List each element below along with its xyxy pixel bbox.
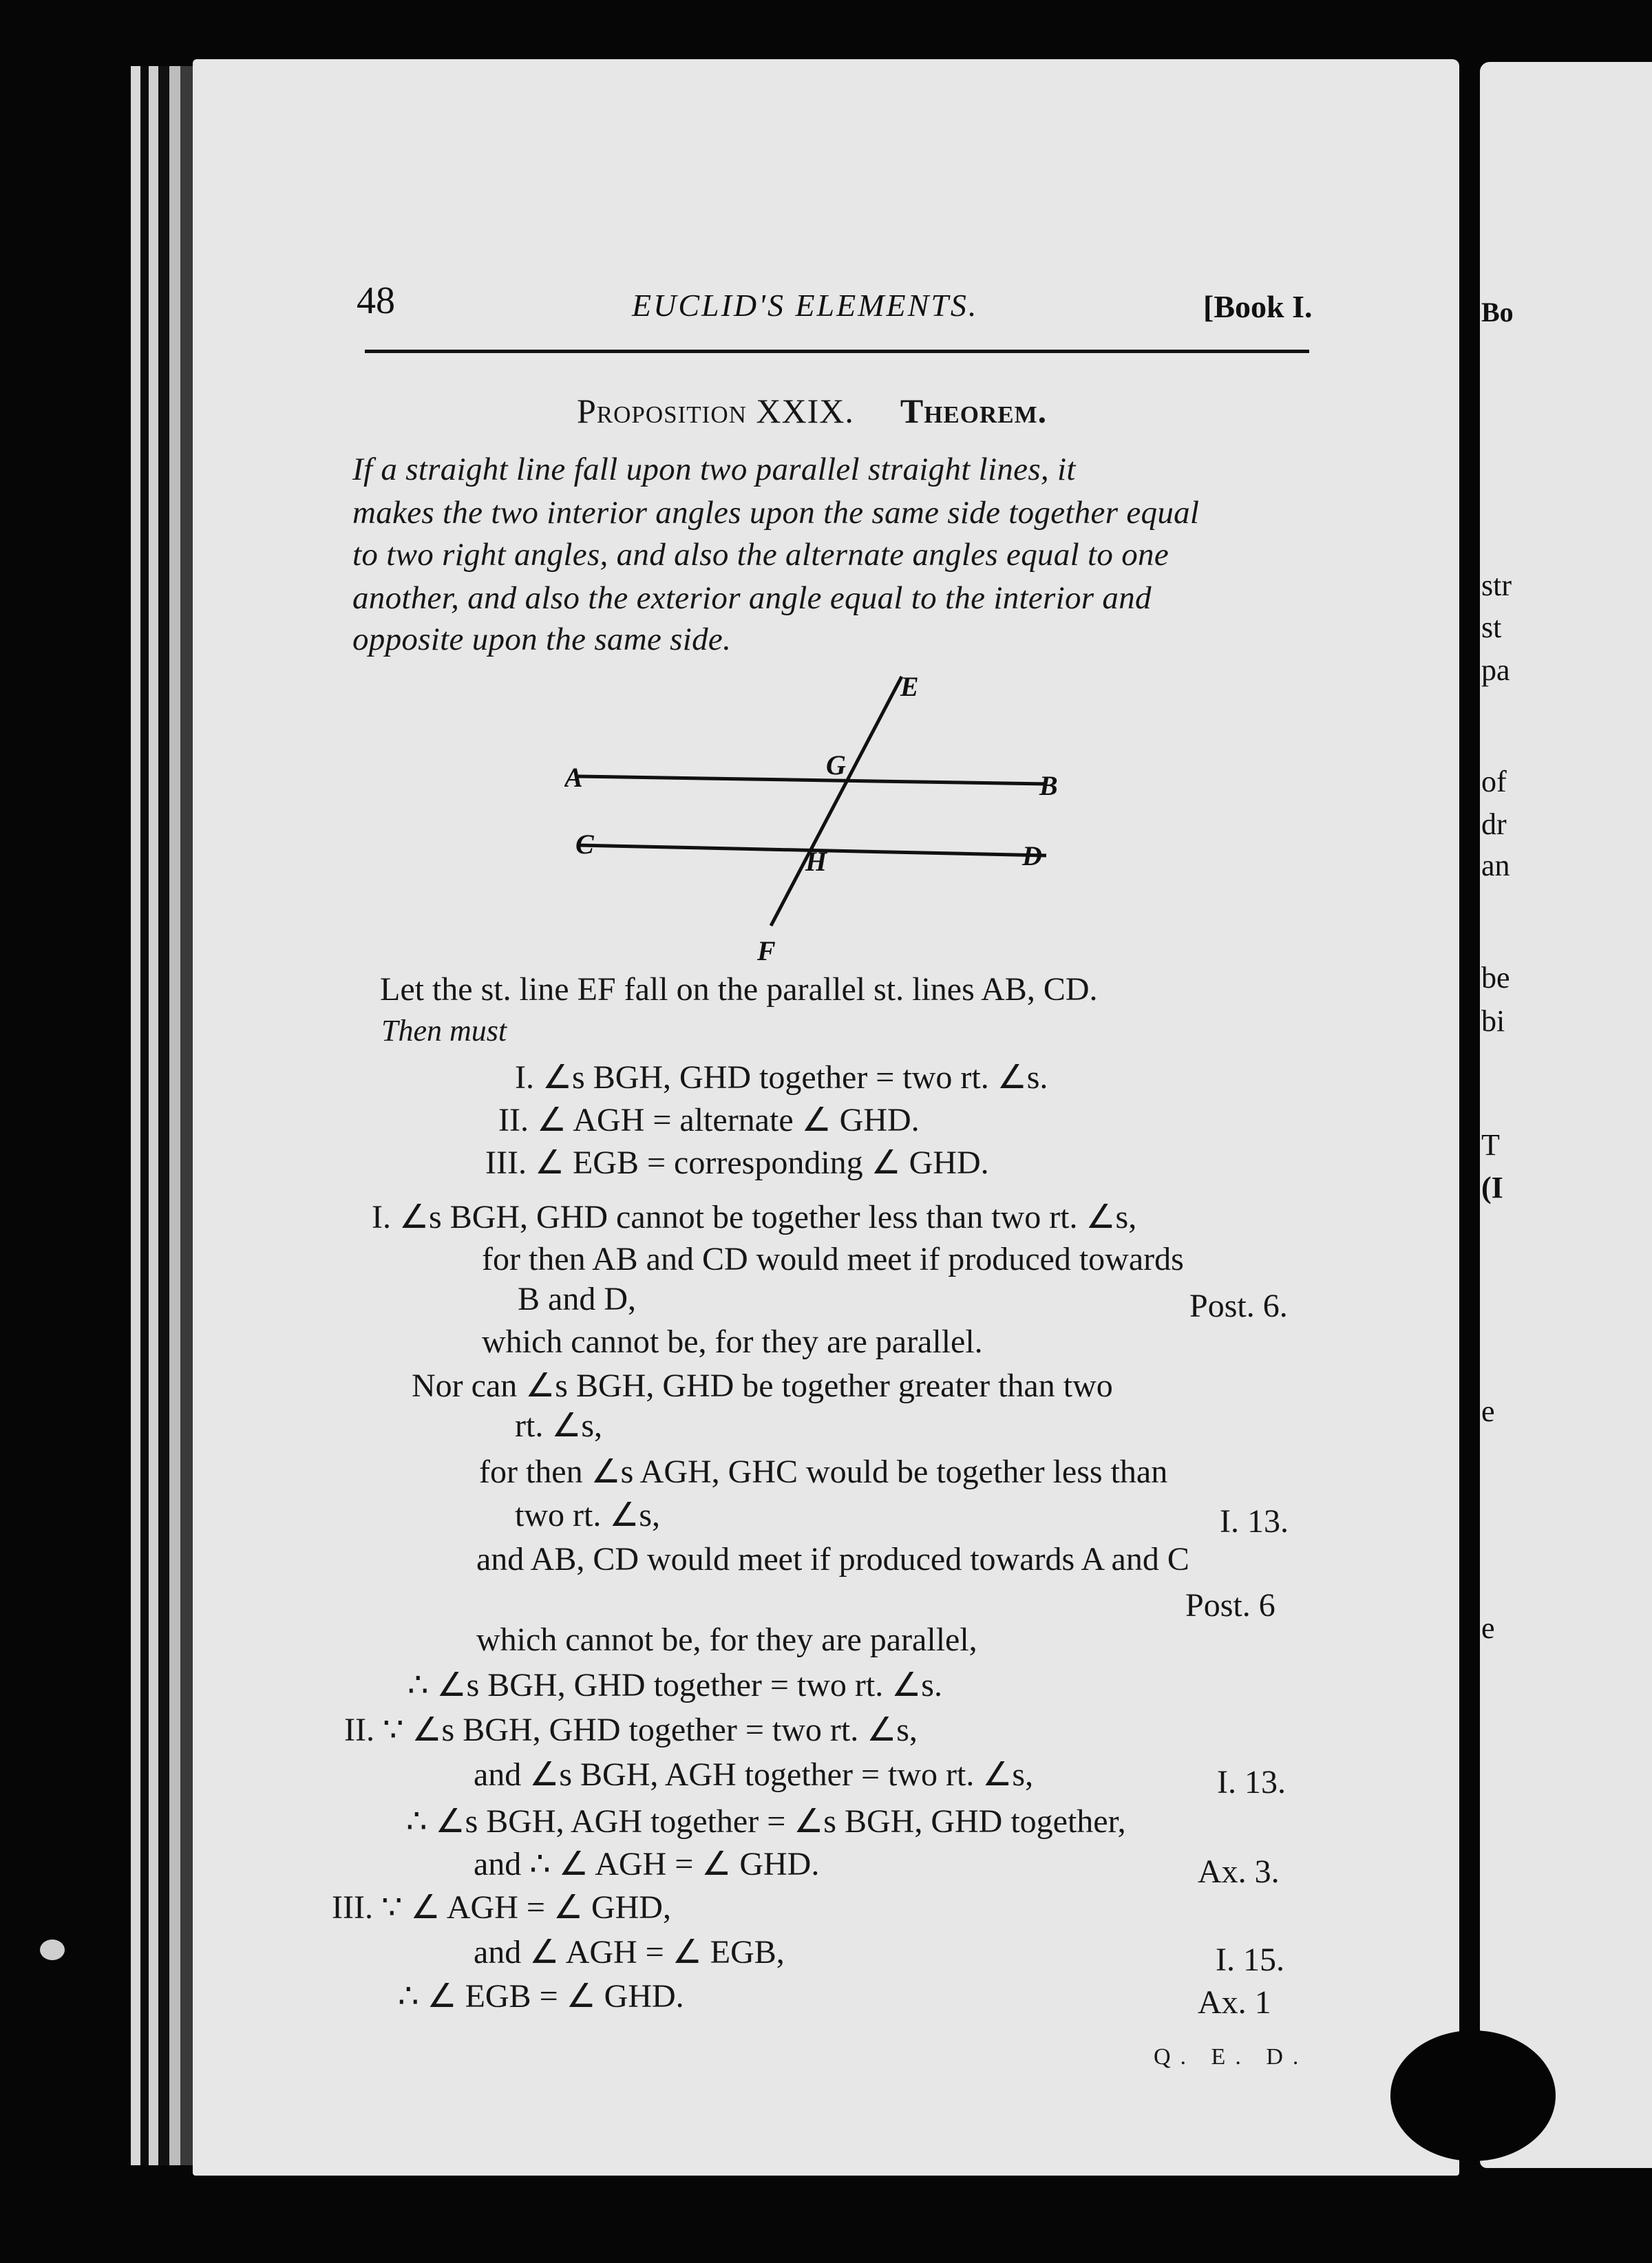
setup-line: Then must (381, 1014, 507, 1048)
proof-line: I. ∠s BGH, GHD cannot be together less than two rt. ∠s, (372, 1199, 1137, 1235)
enunciation-line: to two right angles, and also the alternate angles equal to one (352, 537, 1169, 573)
proof-line: III. ∵ ∠ AGH = ∠ GHD, (332, 1889, 671, 1926)
proposition-kind: Theorem. (900, 392, 1048, 430)
adjacent-page (1480, 62, 1652, 2168)
proof-reference: I. 13. (1217, 1764, 1286, 1800)
proof-line: rt. ∠s, (515, 1407, 603, 1444)
book-reference: [Book I. (1203, 289, 1313, 324)
proof-line: and ∠s BGH, AGH together = two rt. ∠s, (474, 1756, 1034, 1793)
page-number: 48 (357, 279, 395, 322)
proof-line: ∴ ∠ EGB = ∠ GHD. (398, 1978, 684, 2015)
dust-mark (40, 1940, 65, 1960)
next-page-fragment: e (1481, 1611, 1495, 1645)
next-page-fragment: str (1481, 569, 1512, 602)
proof-line: which cannot be, for they are parallel. (482, 1324, 983, 1360)
label-c: C (575, 829, 594, 860)
label-h: H (805, 846, 827, 877)
next-page-fragment: Bo (1481, 297, 1514, 328)
label-b: B (1039, 770, 1058, 801)
label-d: D (1022, 840, 1042, 871)
proposition-number: Proposition XXIX. (577, 392, 854, 430)
next-page-fragment: dr (1481, 807, 1507, 841)
proof-line: ∴ ∠s BGH, GHD together = two rt. ∠s. (407, 1667, 942, 1703)
running-title: EUCLID'S ELEMENTS. (632, 288, 979, 323)
proof-reference: Ax. 3. (1198, 1853, 1280, 1890)
next-page-fragment: T (1481, 1128, 1500, 1162)
enunciation-line: opposite upon the same side. (352, 621, 732, 657)
next-page-fragment: bi (1481, 1004, 1505, 1038)
setup-line: Let the st. line EF fall on the parallel st. lines AB, CD. (380, 971, 1098, 1008)
proof-reference: I. 13. (1220, 1503, 1289, 1540)
enunciation-line: If a straight line fall upon two parallel straight lines, it (352, 451, 1076, 487)
proof-line: two rt. ∠s, (515, 1497, 661, 1533)
claim-line: I. ∠s BGH, GHD together = two rt. ∠s. (515, 1059, 1048, 1096)
proof-line: and AB, CD would meet if produced towards A and C (476, 1541, 1189, 1577)
proof-reference: Ax. 1 (1198, 1984, 1271, 2021)
proof-line: and ∠ AGH = ∠ EGB, (474, 1934, 785, 1970)
proof-line: for then ∠s AGH, GHC would be together less than (479, 1454, 1168, 1490)
running-header (357, 279, 1322, 354)
proof-line: which cannot be, for they are parallel, (476, 1622, 977, 1658)
enunciation-line: makes the two interior angles upon the same side together equal (352, 495, 1200, 531)
parallel-lines-diagram (564, 671, 1088, 974)
label-e: E (900, 671, 919, 702)
label-g: G (826, 750, 846, 780)
book-binding (131, 66, 193, 2165)
next-page-fragment: pa (1481, 653, 1510, 687)
ink-blot (1390, 2030, 1556, 2161)
proof-line: for then AB and CD would meet if produced towards (482, 1241, 1184, 1277)
proof-line: B and D, (518, 1281, 636, 1317)
proposition-heading (577, 391, 1047, 431)
next-page-fragment: of (1481, 765, 1507, 798)
geometry-figure (564, 671, 1088, 974)
next-page-fragment: be (1481, 961, 1510, 995)
label-a: A (564, 762, 583, 793)
proof-line: Nor can ∠s BGH, GHD be together greater than two (412, 1368, 1113, 1404)
label-f: F (757, 935, 776, 966)
line-ab (578, 776, 1046, 784)
header-rule (365, 350, 1309, 353)
qed-mark: Q. E. D. (1154, 2044, 1309, 2070)
next-page-fragment: st (1481, 610, 1502, 644)
claim-line: II. ∠ AGH = alternate ∠ GHD. (498, 1102, 920, 1138)
enunciation-line: another, and also the exterior angle equal to the interior and (352, 580, 1152, 616)
line-ef (771, 677, 902, 926)
proof-line: II. ∵ ∠s BGH, GHD together = two rt. ∠s, (344, 1712, 918, 1748)
next-page-fragment: an (1481, 849, 1510, 882)
proof-line: ∴ ∠s BGH, AGH together = ∠s BGH, GHD together, (406, 1803, 1126, 1840)
proof-line: and ∴ ∠ AGH = ∠ GHD. (474, 1846, 820, 1882)
claim-line: III. ∠ EGB = corresponding ∠ GHD. (485, 1145, 989, 1181)
next-page-fragment: e (1481, 1394, 1495, 1428)
proof-reference: I. 15. (1216, 1942, 1284, 1978)
next-page-fragment: (I (1481, 1171, 1503, 1204)
proof-reference: Post. 6. (1189, 1288, 1288, 1324)
proof-reference: Post. 6 (1185, 1587, 1275, 1624)
